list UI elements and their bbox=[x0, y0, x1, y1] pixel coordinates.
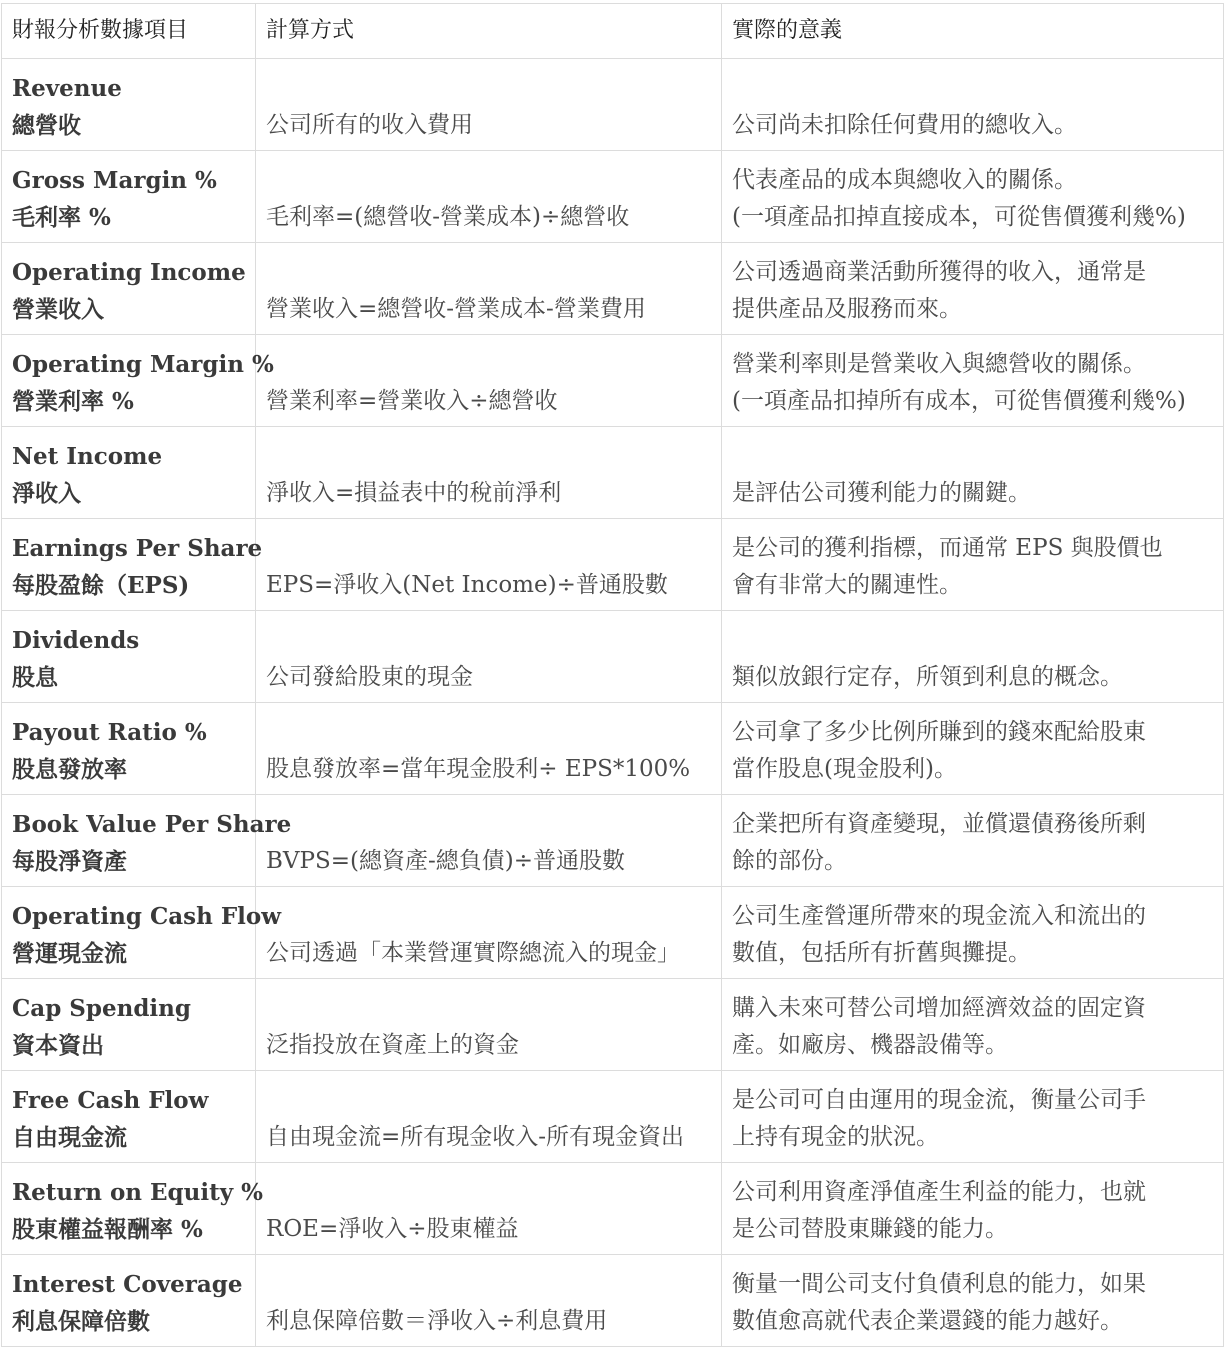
meaning-line: 數值，包括所有折舊與攤提。 bbox=[732, 940, 1031, 966]
meaning-line: 公司生產營運所帶來的現金流入和流出的 bbox=[732, 903, 1146, 929]
financial-metrics-table bbox=[1, 3, 1224, 1347]
metric-name-cell bbox=[2, 979, 256, 1071]
header-item: 財報分析數據項目 bbox=[2, 4, 256, 59]
metric-name-zh: 總營收 bbox=[12, 112, 81, 139]
metric-name-cell bbox=[2, 887, 282, 979]
formula-cell: 利息保障倍數＝淨收入÷利息費用 bbox=[256, 1255, 722, 1347]
meaning-line: 公司拿了多少比例所賺到的錢來配給股東 bbox=[732, 719, 1146, 745]
metric-name-cell bbox=[2, 1255, 256, 1347]
metric-name-cell bbox=[2, 427, 256, 519]
metric-name-zh: 毛利率 % bbox=[12, 204, 111, 231]
metric-name-zh: 每股盈餘（EPS) bbox=[12, 572, 190, 599]
meaning-cell bbox=[722, 703, 1224, 795]
meaning-line: 公司尚未扣除任何費用的總收入。 bbox=[732, 112, 1077, 138]
table-row bbox=[2, 427, 1224, 519]
metric-name-zh: 營業利率 % bbox=[12, 388, 134, 415]
table-row bbox=[2, 795, 1224, 887]
table-row bbox=[2, 887, 1224, 979]
metric-name-cell bbox=[2, 59, 256, 151]
formula-cell: 公司發給股東的現金 bbox=[256, 611, 722, 703]
meaning-line: 衡量一間公司支付負債利息的能力，如果 bbox=[732, 1271, 1146, 1297]
metric-name-cell bbox=[2, 335, 274, 427]
metric-name-en: Payout Ratio % bbox=[12, 719, 207, 746]
meaning-line: 是評估公司獲利能力的關鍵。 bbox=[732, 480, 1031, 506]
header-row bbox=[2, 4, 1224, 59]
metric-name-en: Cap Spending bbox=[12, 995, 191, 1022]
meaning-line: 是公司替股東賺錢的能力。 bbox=[732, 1216, 1008, 1242]
meaning-cell bbox=[722, 243, 1224, 335]
meaning-line: 是公司的獲利指標，而通常 EPS 與股價也 bbox=[732, 535, 1163, 561]
metric-name-en: Return on Equity % bbox=[12, 1179, 263, 1206]
table-row bbox=[2, 1255, 1224, 1347]
meaning-cell bbox=[722, 1163, 1224, 1255]
metric-name-en: Operating Cash Flow bbox=[12, 903, 282, 930]
meaning-line: 類似放銀行定存，所領到利息的概念。 bbox=[732, 664, 1123, 690]
formula-cell: EPS=淨收入(Net Income)÷普通股數 bbox=[256, 519, 722, 611]
meaning-line: 上持有現金的狀況。 bbox=[732, 1124, 939, 1150]
meaning-line: 營業利率則是營業收入與總營收的關係。 bbox=[732, 351, 1146, 377]
metric-name-en: Free Cash Flow bbox=[12, 1087, 209, 1114]
meaning-cell bbox=[722, 1071, 1224, 1163]
metric-name-cell bbox=[2, 519, 263, 611]
metric-name-cell bbox=[2, 1071, 256, 1163]
meaning-line: 是公司可自由運用的現金流，衡量公司手 bbox=[732, 1087, 1146, 1113]
formula-cell: BVPS=(總資產-總負債)÷普通股數 bbox=[256, 795, 722, 887]
metric-name-zh: 淨收入 bbox=[12, 480, 81, 507]
table-row bbox=[2, 59, 1224, 151]
meaning-cell bbox=[722, 427, 1224, 519]
meaning-cell bbox=[722, 335, 1224, 427]
metric-name-cell bbox=[2, 703, 256, 795]
meaning-line: (一項產品扣掉直接成本，可從售價獲利幾%) bbox=[732, 204, 1186, 230]
header-formula: 計算方式 bbox=[256, 4, 722, 59]
formula-cell: 股息發放率=當年現金股利÷ EPS*100% bbox=[256, 703, 722, 795]
table-body bbox=[2, 59, 1224, 1347]
meaning-line: (一項產品扣掉所有成本，可從售價獲利幾%) bbox=[732, 388, 1186, 414]
meaning-cell bbox=[722, 611, 1224, 703]
metric-name-zh: 營運現金流 bbox=[12, 940, 127, 967]
meaning-cell bbox=[722, 59, 1224, 151]
formula-cell: 營業收入=總營收-營業成本-營業費用 bbox=[256, 243, 722, 335]
meaning-cell bbox=[722, 519, 1224, 611]
meaning-line: 數值愈高就代表企業還錢的能力越好。 bbox=[732, 1308, 1123, 1334]
meaning-cell bbox=[722, 979, 1224, 1071]
formula-cell: 毛利率=(總營收-營業成本)÷總營收 bbox=[256, 151, 722, 243]
meaning-line: 提供產品及服務而來。 bbox=[732, 296, 962, 322]
metric-name-en: Gross Margin % bbox=[12, 167, 217, 194]
meaning-cell bbox=[722, 1255, 1224, 1347]
formula-cell: 泛指投放在資產上的資金 bbox=[256, 979, 722, 1071]
header-meaning: 實際的意義 bbox=[722, 4, 1224, 59]
meaning-line: 公司利用資產淨值產生利益的能力，也就 bbox=[732, 1179, 1146, 1205]
metric-name-zh: 股息 bbox=[12, 664, 58, 691]
metric-name-cell bbox=[2, 611, 256, 703]
table-row bbox=[2, 243, 1224, 335]
metric-name-zh: 股息發放率 bbox=[12, 756, 127, 783]
metric-name-cell bbox=[2, 243, 256, 335]
formula-cell: 公司透過「本業營運實際總流入的現金」 bbox=[256, 887, 722, 979]
metric-name-en: Interest Coverage bbox=[12, 1271, 243, 1298]
metric-name-zh: 每股淨資產 bbox=[12, 848, 127, 875]
formula-cell: 公司所有的收入費用 bbox=[256, 59, 722, 151]
metric-name-zh: 利息保障倍數 bbox=[12, 1308, 150, 1335]
metric-name-cell bbox=[2, 151, 256, 243]
metric-name-en: Net Income bbox=[12, 443, 163, 470]
table-row bbox=[2, 703, 1224, 795]
metric-name-zh: 股東權益報酬率 % bbox=[12, 1216, 203, 1243]
meaning-cell bbox=[722, 887, 1224, 979]
table-row bbox=[2, 151, 1224, 243]
meaning-line: 會有非常大的關連性。 bbox=[732, 572, 962, 598]
metric-name-en: Operating Income bbox=[12, 259, 246, 286]
table-row bbox=[2, 519, 1224, 611]
meaning-cell bbox=[722, 795, 1224, 887]
table-row bbox=[2, 611, 1224, 703]
metric-name-en: Revenue bbox=[12, 75, 122, 102]
table-row bbox=[2, 979, 1224, 1071]
formula-cell: ROE=淨收入÷股東權益 bbox=[256, 1163, 722, 1255]
meaning-line: 公司透過商業活動所獲得的收入，通常是 bbox=[732, 259, 1146, 285]
metric-name-cell bbox=[2, 1163, 263, 1255]
table-row bbox=[2, 1071, 1224, 1163]
formula-cell: 營業利率=營業收入÷總營收 bbox=[256, 335, 722, 427]
metric-name-zh: 營業收入 bbox=[12, 296, 104, 323]
meaning-line: 企業把所有資產變現，並償還債務後所剩 bbox=[732, 811, 1146, 837]
meaning-line: 當作股息(現金股利)。 bbox=[732, 756, 957, 782]
formula-cell: 淨收入=損益表中的稅前淨利 bbox=[256, 427, 722, 519]
meaning-line: 產。如廠房、機器設備等。 bbox=[732, 1032, 1008, 1058]
metric-name-en: Operating Margin % bbox=[12, 351, 274, 378]
meaning-line: 代表產品的成本與總收入的關係。 bbox=[732, 167, 1077, 193]
formula-cell: 自由現金流=所有現金收入-所有現金資出 bbox=[256, 1071, 722, 1163]
table-row bbox=[2, 335, 1224, 427]
meaning-cell bbox=[722, 151, 1224, 243]
table-row bbox=[2, 1163, 1224, 1255]
metric-name-cell bbox=[2, 795, 292, 887]
meaning-line: 購入未來可替公司增加經濟效益的固定資 bbox=[732, 995, 1146, 1021]
metric-name-en: Dividends bbox=[12, 627, 140, 654]
metric-name-en: Earnings Per Share bbox=[12, 535, 263, 562]
metric-name-en: Book Value Per Share bbox=[12, 811, 292, 838]
table-header bbox=[2, 4, 1224, 59]
metric-name-zh: 自由現金流 bbox=[12, 1124, 127, 1151]
metric-name-zh: 資本資出 bbox=[12, 1032, 104, 1059]
meaning-line: 餘的部份。 bbox=[732, 848, 847, 874]
